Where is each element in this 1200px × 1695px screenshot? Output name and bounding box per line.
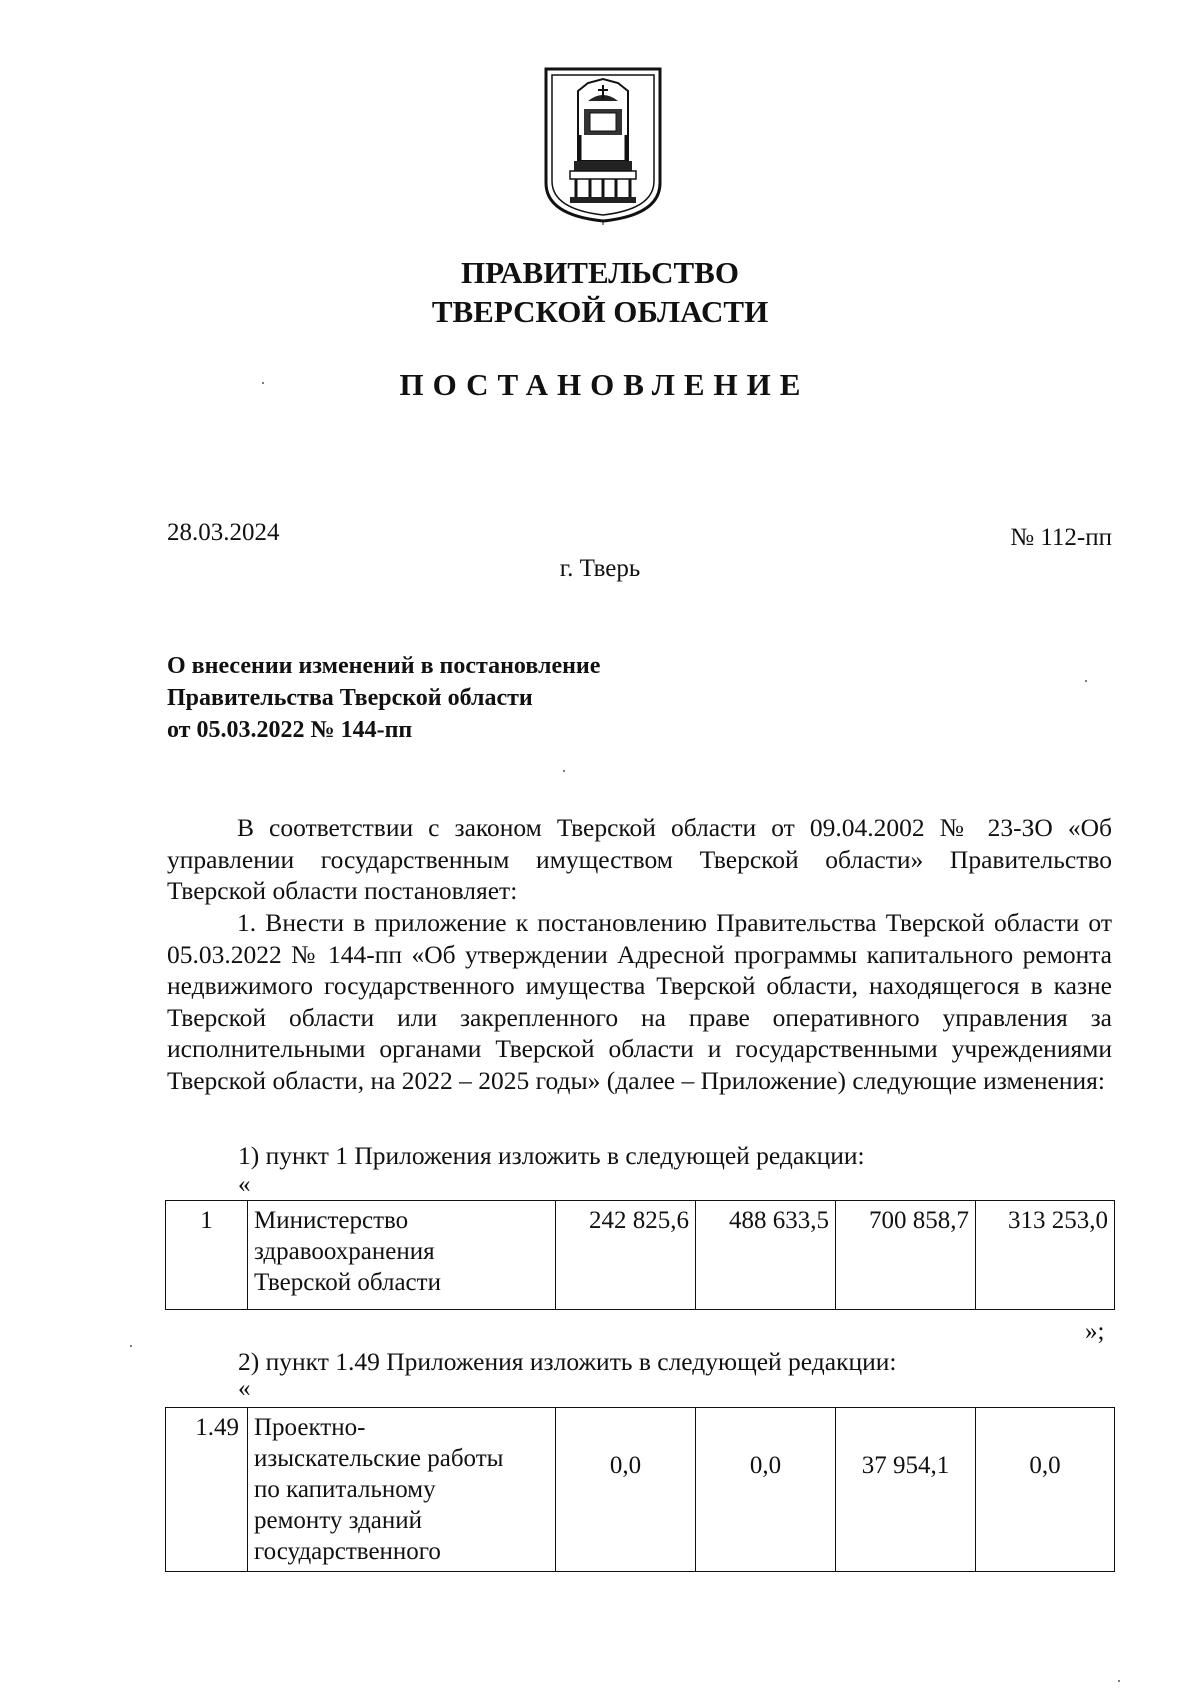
value-2024: 37 954,1 — [836, 1408, 976, 1572]
row-name-line: здравоохранения — [254, 1238, 435, 1265]
table-row — [166, 1408, 1115, 1572]
row-name — [248, 1201, 556, 1310]
document-city: г. Тверь — [559, 555, 641, 582]
scan-speck — [563, 770, 565, 772]
scan-speck — [1118, 1680, 1120, 1682]
scan-speck — [130, 1345, 132, 1347]
row-name-line: по капитальному — [254, 1476, 436, 1503]
subject-line: Правительства Тверской области — [167, 685, 533, 711]
row-number: 1.49 — [166, 1408, 248, 1572]
item-1-paragraph: 1. Внести в приложение к постановлению Правительства Тверской области от 05.03.2022 № 144-пп «Об утверждении Адресной программы капитального ремонта недвижимого государственного имущества Тверской области, находящегося в казне Тверской области или закрепленного на праве оперативного управления за исполнительными органами Тверской области и государственными учреждениями Тверской области, на 2022 – 2025 годы» (далее – Приложение) следующие изменения: — [167, 908, 1112, 1095]
row-name-line: ремонту зданий — [254, 1507, 423, 1534]
scan-speck — [1085, 680, 1087, 682]
amendment-table-1 — [165, 1200, 1115, 1310]
document-type: ПОСТАНОВЛЕНИЕ — [399, 367, 810, 402]
subitem-1-text: 1) пункт 1 Приложения изложить в следующей редакции: — [238, 1141, 865, 1170]
subject-line: О внесении изменений в постановление — [167, 653, 601, 679]
value-2022: 242 825,6 — [556, 1201, 696, 1310]
subitem-2-text: 2) пункт 1.49 Приложения изложить в следующей редакции: — [238, 1347, 897, 1376]
row-number: 1 — [166, 1201, 248, 1310]
value-2025: 0,0 — [976, 1408, 1115, 1572]
tver-coat-of-arms-icon — [540, 65, 666, 225]
row-name-line: Министерство — [254, 1207, 409, 1234]
row-name — [248, 1408, 556, 1572]
value-2023: 0,0 — [696, 1408, 836, 1572]
quote-open: « — [238, 1375, 251, 1402]
document-number: № 112-пп — [1010, 524, 1112, 551]
org-name-line1: ПРАВИТЕЛЬСТВО — [461, 255, 739, 290]
quote-close: »; — [1085, 1318, 1105, 1345]
org-name-line2: ТВЕРСКОЙ ОБЛАСТИ — [431, 294, 769, 329]
document-subject — [167, 650, 600, 746]
amendment-table-2 — [165, 1407, 1115, 1572]
quote-open: « — [238, 1171, 251, 1198]
value-2023: 488 633,5 — [696, 1201, 836, 1310]
row-name-line: Тверской области — [254, 1269, 441, 1296]
subject-line: от 05.03.2022 № 144-пп — [167, 717, 413, 743]
row-name-line: государственного — [254, 1538, 441, 1565]
row-name-line: Проектно- — [254, 1414, 366, 1441]
value-2025: 313 253,0 — [976, 1201, 1115, 1310]
row-name-line: изыскательские работы — [254, 1445, 504, 1472]
table-row — [166, 1201, 1115, 1310]
scan-speck — [262, 382, 264, 384]
preamble-paragraph: В соответствии с законом Тверской области от 09.04.2002 № 23-ЗО «Об управлении государственным имуществом Тверской области» Правительство Тверской области постановляет: — [167, 813, 1112, 906]
value-2022: 0,0 — [556, 1408, 696, 1572]
value-2024: 700 858,7 — [836, 1201, 976, 1310]
document-date: 28.03.2024 — [167, 519, 280, 546]
